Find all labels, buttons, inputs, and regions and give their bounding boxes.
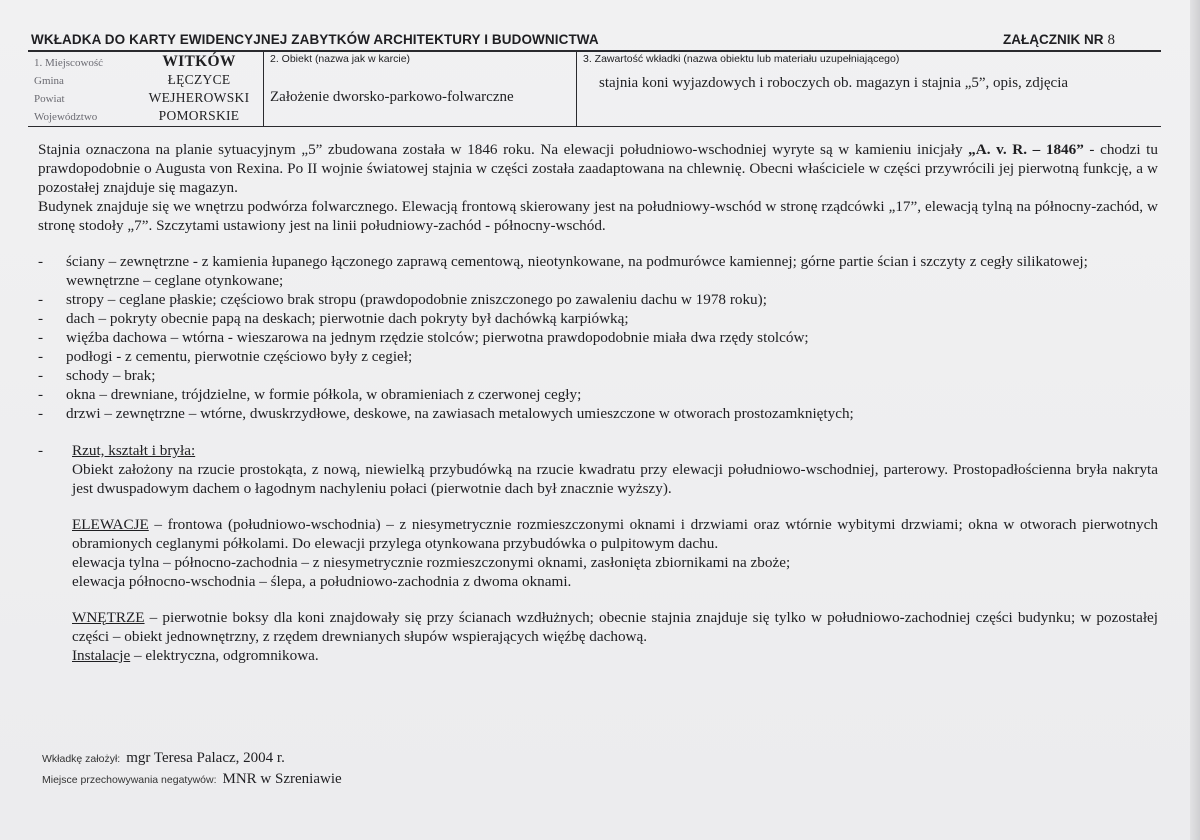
location-row-county <box>34 90 260 108</box>
annex-number: 8 <box>1107 32 1115 48</box>
rzut-text: Obiekt założony na rzucie prostokąta, z nową, niewielką przybudówką na rzucie kwadratu przy elewacji południowo-wschodniej, parterowy. Prostopadłościenna bryła nakryta jest dwuspadowym dachem o łagodnym nachyleniu połaci (pierwotnie dach był znacznie wyższy). <box>72 461 1158 497</box>
list-item-text: więźba dachowa – wtórna - wieszarowa na jednym rzędzie stolców; pierwotna prawdopodobnie miała dwa rzędy stolców; <box>66 329 809 346</box>
commune-label: Gmina <box>34 75 64 87</box>
commune-value: ŁĘCZYCE <box>167 72 231 87</box>
list-dash: - <box>38 329 44 346</box>
installations-heading: Instalacje <box>72 647 131 664</box>
list-item-text: stropy – ceglane płaskie; częściowo brak stropu (prawdopodobnie zniszczonego po zawaleniu dachu w 1978 roku); <box>66 291 767 308</box>
location-row-voivodeship <box>34 108 260 126</box>
page-edge-shadow <box>1190 0 1200 840</box>
spacer <box>38 498 1158 515</box>
list-item-text: ściany – zewnętrzne - z kamienia łupanego łączonego zaprawą cementową, nieotynkowane, na podmurówce kamiennej; górne partie ścian i szczyty z cegły silikatowej; wewnętrzne – ceglane otynkowane; <box>66 253 1088 289</box>
elevation-rear: elewacja tylna – północno-zachodnia – z niesymetrycznie rozmieszczonymi oknami, zasłonięta zbiornikami na zboże; <box>72 554 791 571</box>
object-column <box>264 51 577 127</box>
section-dash: - <box>38 442 44 459</box>
elevations-section <box>38 515 1158 591</box>
interior-description: – pierwotnie boksy dla koni znajdowały się przy ścianach wzdłużnych; obecnie stajnia znajduje się tylko w południowo-zachodniej części budynku; w pozostałej części – obiekt jednownętrzny, z rzędem drewnianych słupów wspierających więźbę dachową. <box>72 609 1158 645</box>
elevations-heading: ELEWACJE <box>72 516 149 533</box>
initials-inscription: „A. v. R. – 1846” <box>968 141 1084 158</box>
list-item <box>38 366 1158 385</box>
author-value: mgr Teresa Palacz, 2004 r. <box>126 750 285 766</box>
elevation-sides: elewacja północno-wschodnia – ślepa, a południowo-zachodnia z dwoma oknami. <box>72 573 572 590</box>
voivodeship-value: POMORSKIE <box>158 108 240 123</box>
list-dash: - <box>38 386 44 403</box>
author-line <box>42 750 285 767</box>
spacer <box>38 591 1158 608</box>
interior-section <box>38 608 1158 665</box>
element-list <box>38 252 1158 423</box>
storage-line <box>42 771 342 788</box>
list-dash: - <box>38 367 44 384</box>
list-item <box>38 404 1158 423</box>
list-item <box>38 347 1158 366</box>
storage-value: MNR w Szreniawie <box>222 771 342 787</box>
town-label: 1. Miejscowość <box>34 57 104 69</box>
list-item-text: drzwi – zewnętrzne – wtórne, dwuskrzydłowe, deskowe, na zawiasach metalowych umieszczone w otworach prostozamkniętych; <box>66 405 854 422</box>
list-item-text: okna – drewniane, trójdzielne, w formie półkola, w obramieniach z czerwonej cegły; <box>66 386 582 403</box>
list-item-text: podłogi - z cementu, pierwotnie częściowo były z cegieł; <box>66 348 413 365</box>
annex-number-label <box>1003 32 1115 49</box>
elevation-front <box>72 515 1158 553</box>
interior-heading: WNĘTRZE <box>72 609 145 626</box>
installations <box>72 646 1158 665</box>
list-item <box>38 252 1158 290</box>
list-item-text: schody – brak; <box>66 367 156 384</box>
object-value: Założenie dworsko-parkowo-folwarczne <box>270 89 514 105</box>
form-title: WKŁADKA DO KARTY EWIDENCYJNEJ ZABYTKÓW ARCHITEKTURY I BUDOWNICTWA <box>31 32 599 47</box>
intro-text-end: - chodzi tu prawdopodobnie o Augusta von Rexina. Po II wojnie światowej stajnia w części została zaadaptowana na chlewnię. Obecni właściciele w części przywrócili jej pierwotną funkcję, a w pozostałej znajduje się magazyn. <box>38 141 1158 196</box>
voivodeship-label: Województwo <box>34 111 98 123</box>
county-label: Powiat <box>34 93 65 105</box>
list-item <box>38 328 1158 347</box>
metadata-table <box>28 51 1161 127</box>
list-dash: - <box>38 348 44 365</box>
list-item <box>38 290 1158 309</box>
list-dash: - <box>38 253 44 270</box>
storage-label: Miejsce przechowywania negatywów: <box>42 774 217 786</box>
description-body <box>38 140 1158 665</box>
contents-column <box>577 51 1161 127</box>
contents-value: stajnia koni wyjazdowych i roboczych ob. magazyn i stajnia „5”, opis, zdjęcia <box>599 75 1069 91</box>
annex-label: ZAŁĄCZNIK NR <box>1003 32 1104 47</box>
list-item <box>38 309 1158 328</box>
interior-text <box>72 608 1158 646</box>
author-label: Wkładkę założył: <box>42 753 121 765</box>
county-value: WEJHEROWSKI <box>148 90 250 105</box>
object-heading: 2. Obiekt (nazwa jak w karcie) <box>270 53 411 65</box>
location-row-town <box>34 54 260 72</box>
elevation-front-text: – frontowa (południowo-wschodnia) – z niesymetrycznie rozmieszczonymi oknami i drzwiami oraz wtórnie wybitymi drzwiami; okna w otworach pierwotnych obramionych ceglanymi półkolami. Do elewacji przylega otynkowana przybudówka o pulpitowym dachu. <box>72 516 1158 552</box>
list-dash: - <box>38 405 44 422</box>
spacer <box>38 423 1158 441</box>
list-dash: - <box>38 291 44 308</box>
list-item <box>38 385 1158 404</box>
town-value: WITKÓW <box>162 53 236 70</box>
list-item-text: dach – pokryty obecnie papą na deskach; pierwotnie dach pokryty był dachówką karpiówką; <box>66 310 629 327</box>
intro-text-start: Stajnia oznaczona na planie sytuacyjnym „5” zbudowana została w 1846 roku. Na elewacji południowo-wschodniej wyryte są w kamieniu inicjały <box>38 141 969 158</box>
intro-paragraph-1 <box>38 140 1158 197</box>
rzut-heading: Rzut, kształt i bryła: <box>72 442 196 459</box>
rzut-section <box>38 441 1158 498</box>
installations-text: – elektryczna, odgromnikowa. <box>130 647 319 664</box>
location-column <box>28 51 264 127</box>
list-dash: - <box>38 310 44 327</box>
contents-heading: 3. Zawartość wkładki (nazwa obiektu lub materiału uzupełniającego) <box>583 53 900 65</box>
location-row-commune <box>34 72 260 90</box>
intro-paragraph-2: Budynek znajduje się we wnętrzu podwórza folwarcznego. Elewacją frontową skierowany jest na południowy-wschód w stronę rządcówki „17”, elewacją tylną na północny-zachód, w stronę stodoły „7”. Szczytami ustawiony jest na linii południowy-zachód - północny-wschód. <box>38 198 1158 234</box>
